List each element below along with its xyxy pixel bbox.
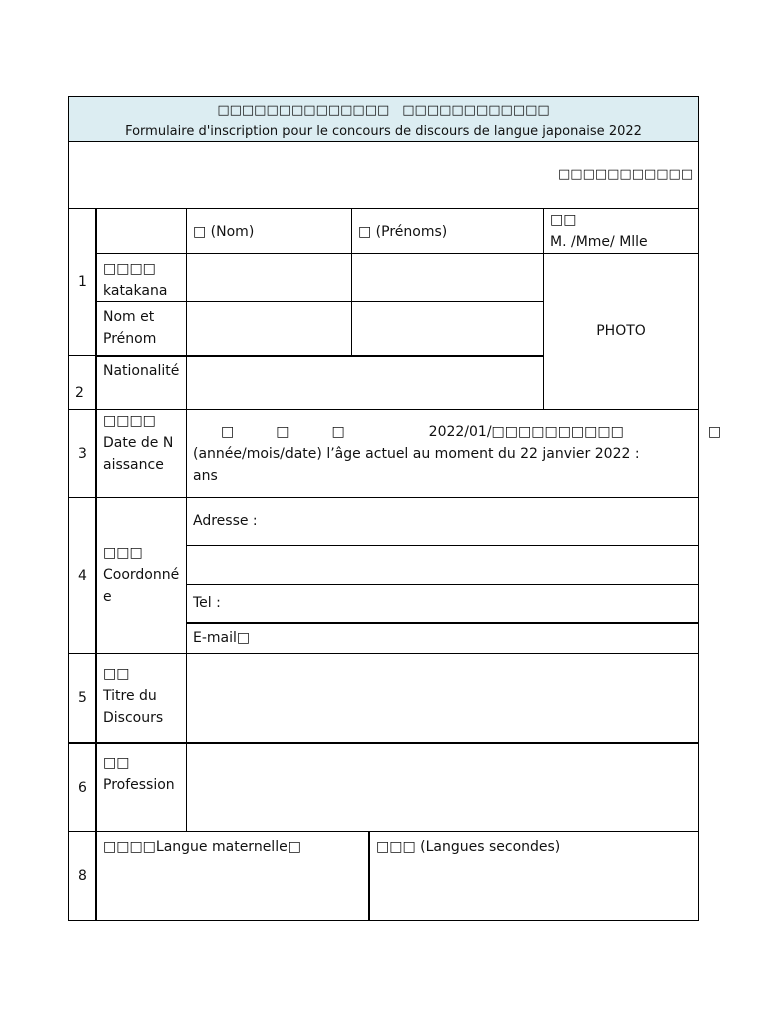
receipt-label: □□□□□□□□□□□ [558,167,694,182]
row-number-1: 1 [68,208,97,356]
photo-box[interactable] [543,253,699,410]
second-languages-field[interactable] [369,831,699,921]
birthdate-fr: Date de Naissance [103,435,174,473]
speech-title-label-cell [95,653,187,743]
speech-title-fr: Titre du Discours [103,688,164,726]
profession-fr: Profession [103,777,175,793]
katakana-nom-field[interactable] [186,253,352,302]
birthdate-label-cell [95,409,187,498]
address-label: Adresse : [193,513,258,529]
katakana-label-cell [95,253,187,302]
address-field[interactable] [186,497,699,546]
birthdate-jp: □□□□ [103,413,156,429]
civility-header [543,208,699,254]
nom-prenom-label: Nom et Prénom [103,309,157,347]
email-label: E-mail□ [193,630,251,646]
speech-title-field[interactable] [186,653,699,743]
row-number-4: 4 [68,497,97,654]
age-unit: ans [193,468,218,484]
birthdate-line-1: □ □ □ 2022/01/□□□□□□□□□□ □ [221,424,722,440]
row-number-8: 8 [68,831,97,921]
receipt-row [68,141,699,209]
nationality-label: Nationalité [103,363,180,379]
katakana-prenoms-field[interactable] [351,253,544,302]
civility-fr: M. /Mme/ Mlle [550,234,648,250]
nationality-field[interactable] [186,355,544,410]
name-header-blank [95,208,187,254]
prenoms-field[interactable] [351,301,544,357]
profession-field[interactable] [186,742,699,832]
coordonnee-label-cell [95,497,187,654]
email-field[interactable] [186,622,699,654]
nom-label: □ (Nom) [193,224,255,240]
title-japanese: □□□□□□□□□□□□□□ □□□□□□□□□□□□ [217,103,550,118]
profession-jp: □□ [103,755,130,771]
address-field-2[interactable] [186,545,699,585]
mother-tongue-field[interactable] [95,831,370,921]
nom-header [186,208,352,254]
nom-field[interactable] [186,301,352,357]
registration-form [68,96,722,921]
row-number-6: 6 [68,742,97,832]
katakana-fr: katakana [103,283,168,299]
row-number-2 [68,355,97,410]
birthdate-field[interactable] [186,409,722,498]
profession-label-cell [95,742,187,832]
birthdate-line-2: (année/mois/date) l’âge actuel au moment du 22 janvier 2022 : [193,446,640,462]
prenoms-header [351,208,544,254]
mother-tongue-label: □□□□Langue maternelle□ [103,839,301,855]
tel-label: Tel : [193,595,221,611]
form-title [68,96,699,142]
nationality-label-cell [95,355,187,410]
row-2-number: 2 [75,385,84,401]
photo-label: PHOTO [596,323,646,339]
row-number-5: 5 [68,653,97,743]
coordonnee-jp: □□□ [103,545,143,561]
coordonnee-fr: Coordonnée [103,567,180,605]
nom-prenom-label-cell [95,301,187,357]
speech-title-jp: □□ [103,666,130,682]
row-number-3: 3 [68,409,97,498]
title-french: Formulaire d'inscription pour le concours de discours de langue japonaise 2022 [125,124,642,139]
tel-field[interactable] [186,584,699,624]
katakana-jp: □□□□ [103,261,156,277]
prenoms-label: □ (Prénoms) [358,224,448,240]
second-languages-label: □□□ (Langues secondes) [376,839,561,855]
civility-jp: □□ [550,212,577,228]
